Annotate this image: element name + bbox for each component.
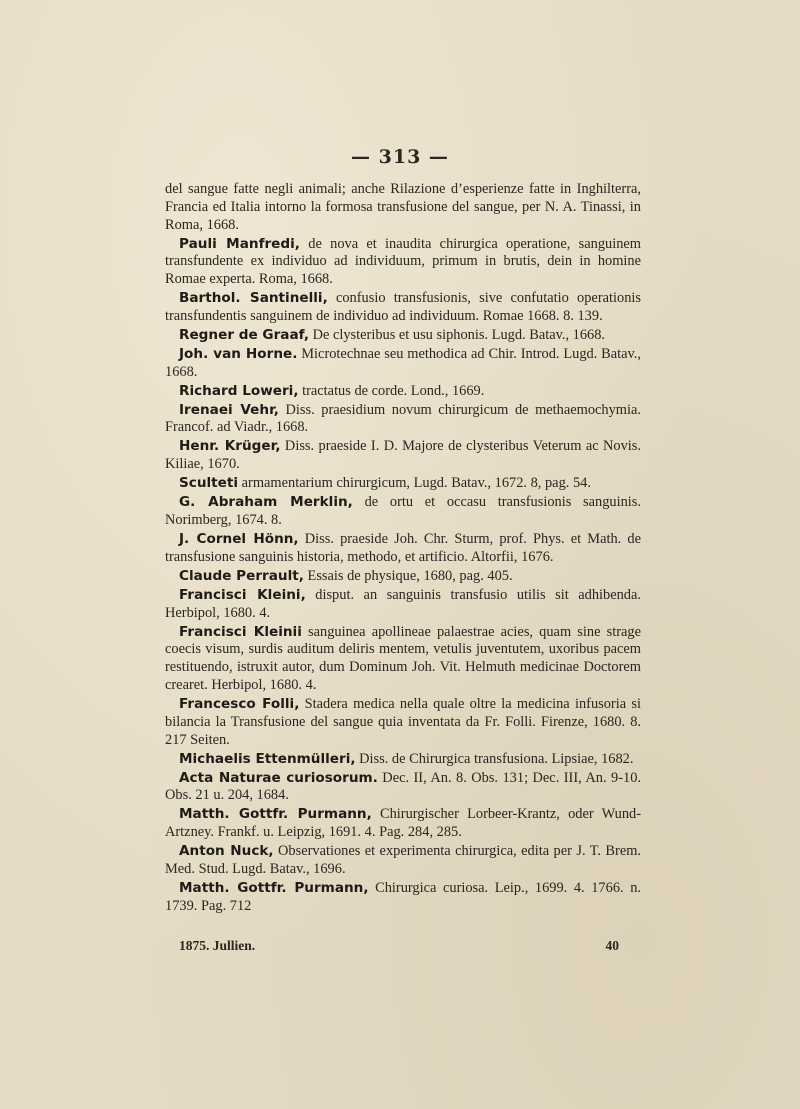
- entry-author: Regner de Graaf,: [179, 326, 309, 343]
- page-number: — 313 —: [351, 146, 449, 168]
- entry-text: Observationes et experimenta chirurgica, edita per J. T. Brem. Med. Stud. Lugd. Batav., 1696.: [165, 843, 642, 877]
- bibliography-entry: [165, 531, 641, 567]
- bibliography-entry: [165, 624, 641, 695]
- bibliography-entry: [165, 402, 641, 438]
- entry-author: Matth. Gottfr. Purmann,: [179, 879, 369, 896]
- bibliography-entry: [165, 327, 641, 345]
- entry-text: Chirurgica curiosa. Leip., 1699. 4. 1766. n. 1739. Pag. 712: [165, 879, 641, 914]
- entry-author: Francesco Folli,: [179, 695, 300, 712]
- bibliography-entry: [165, 346, 641, 382]
- entry-author: Richard Loweri,: [179, 382, 299, 399]
- entry-text: Diss. praeside Joh. Chr. Sturm, prof. Phys. et Math. de transfusione sanguinis historia, methodo, et artificio. Altorfii, 1676.: [165, 531, 641, 565]
- entry-text: Essais de physique, 1680, pag. 405.: [303, 567, 513, 584]
- entry-author: Michaelis Ettenmülleri,: [179, 750, 356, 767]
- entry-text: disput. an sanguinis transfusio utilis sit adhibenda. Herbipol, 1680. 4.: [165, 586, 641, 621]
- bibliography-list: [165, 181, 641, 917]
- bibliography-entry: [165, 880, 641, 916]
- entry-text: del sangue fatte negli animali; anche Rilazione d’esperienze fatte in Inghilterra, Francia ed Italia intorno la formosa transfusione del sangue, per N. A. Tinassi, in Roma, 1668.: [165, 181, 641, 233]
- entry-author: Henr. Krüger,: [179, 438, 281, 455]
- entry-author: Francisci Kleinii: [179, 623, 302, 640]
- entry-author: Sculteti: [179, 475, 239, 492]
- bibliography-entry: [165, 438, 641, 474]
- bibliography-entry: [165, 494, 641, 530]
- entry-text: Dec. II, An. 8. Obs. 131; Dec. III, An. 9-10. Obs. 21 u. 204, 1684.: [165, 769, 641, 804]
- entry-text: De clysteribus et usu siphonis. Lugd. Batav., 1668.: [308, 326, 606, 343]
- bibliography-entry: [165, 475, 641, 493]
- bibliography-entry: [165, 806, 641, 842]
- entry-author: Anton Nuck,: [179, 843, 274, 860]
- bibliography-entry: [165, 770, 641, 806]
- entry-text: de nova et inaudita chirurgica operatione, sanguinem transfundente ex individuo ad individuum, primum in brutis, dein in homine Romae experta. Roma, 1668.: [165, 235, 641, 288]
- bibliography-entry: [165, 587, 641, 623]
- entry-text: sanguinea apollineae palaestrae acies, quam sine strage coecis visum, surdis auditum deliris mentem, vetulis juventutem, uxoribus pacem restituendo, istruxit autor, dum Dominum Joh. Vit. Helmuth medicinae Doctorem crearet. Herbipol, 1680. 4.: [165, 623, 641, 693]
- entry-text: Diss. praesidium novum chirurgicum de methaemochymia. Francof. ad Viadr., 1668.: [165, 401, 641, 436]
- entry-author: J. Cornel Hönn,: [179, 531, 299, 548]
- bibliography-entry: [165, 696, 641, 749]
- entry-text: tractatus de corde. Lond., 1669.: [298, 382, 485, 399]
- entry-author: Francisci Kleini,: [179, 586, 306, 603]
- entry-author: Matth. Gottfr. Purmann,: [179, 806, 372, 823]
- entry-text: Stadera medica nella quale oltre la medicina infusoria si bilancia la Transfusione del sangue quia inventata da Fr. Folli. Firenze, 1680. 8. 217 Seiten.: [165, 695, 641, 748]
- bibliography-entry: [165, 843, 641, 879]
- signature-mark: 1875. Jullien.: [179, 938, 256, 953]
- signature-number: 40: [605, 938, 619, 953]
- entry-text: Diss. praeside I. D. Majore de clysteribus Veterum ac Novis. Kiliae, 1670.: [165, 438, 641, 473]
- entry-author: Irenaei Vehr,: [179, 401, 279, 418]
- entry-text: Microtechnae seu methodica ad Chir. Introd. Lugd. Batav., 1668.: [165, 345, 641, 380]
- entry-text: Chirurgischer Lorbeer-Krantz, oder Wund-Artzney. Frankf. u. Leipzig, 1691. 4. Pag. 284, 285.: [165, 806, 641, 841]
- entry-author: Barthol. Santinelli,: [179, 290, 328, 307]
- entry-author: G. Abraham Merklin,: [179, 494, 353, 511]
- bibliography-entry: [165, 568, 641, 586]
- bibliography-entry: [165, 383, 641, 401]
- page-footer: [179, 938, 619, 954]
- bibliography-entry: [165, 236, 641, 289]
- entry-text: de ortu et occasu transfusionis sanguinis. Norimberg, 1674. 8.: [165, 494, 641, 529]
- entry-author: Pauli Manfredi,: [179, 235, 300, 252]
- entry-text: confusio transfusionis, sive confutatio operationis transfundentis sanguinem de individuo ad individuum. Romae 1668. 8. 139.: [165, 290, 641, 324]
- entry-text: Diss. de Chirurgica transfusiona. Lipsiae, 1682.: [355, 750, 634, 767]
- entry-author: Joh. van Horne.: [179, 345, 298, 362]
- entry-author: Claude Perrault,: [179, 567, 304, 584]
- entry-author: Acta Naturae curiosorum.: [179, 769, 378, 786]
- bibliography-entry: [165, 290, 641, 326]
- bibliography-entry: [165, 751, 641, 769]
- entry-text: armamentarium chirurgicum, Lugd. Batav., 1672. 8, pag. 54.: [238, 475, 591, 492]
- bibliography-entry: [165, 181, 641, 234]
